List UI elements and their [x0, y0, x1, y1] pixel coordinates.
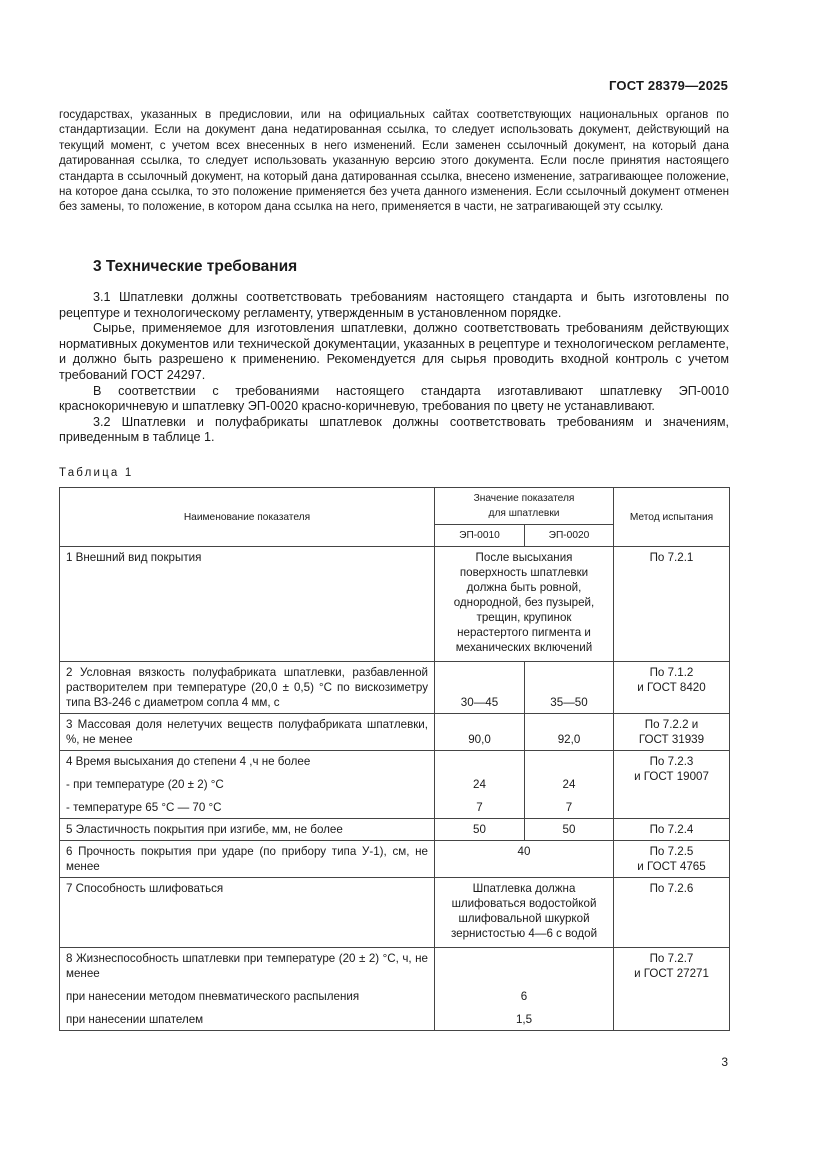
header-value-group: Значение показателя для шпатлевки: [435, 488, 614, 525]
page-number: 3: [721, 1055, 728, 1069]
row-1-method: По 7.2.1: [614, 547, 730, 662]
table-row: [60, 819, 730, 841]
table-row: [60, 841, 730, 878]
paragraph-3-2: 3.2 Шпатлевки и полуфабрикаты шпатлевок должны соответствовать требованиям и значениям, приведенным в таблице 1.: [59, 414, 729, 445]
row-2-ep-0020: 35—50: [525, 662, 614, 714]
row-7-value: Шпатлевка должна шлифоваться водостойкой шлифовальной шкуркой зернистостью 4—6 с водой: [435, 878, 614, 948]
row-8-value: 6 1,5: [435, 948, 614, 1031]
row-3-ep-0010: 90,0: [435, 714, 525, 751]
header-name: Наименование показателя: [60, 488, 435, 547]
section-body: [59, 290, 729, 446]
row-7-name: 7 Способность шлифоваться: [60, 878, 435, 948]
row-4-ep-0020: 24 7: [525, 751, 614, 819]
row-6-method: По 7.2.5 и ГОСТ 4765: [614, 841, 730, 878]
row-3-name: 3 Массовая доля нелетучих веществ полуфабриката шпатлевки, %, не менее: [60, 714, 435, 751]
table-row: [60, 662, 730, 714]
row-7-method: По 7.2.6: [614, 878, 730, 948]
row-5-name: 5 Эластичность покрытия при изгибе, мм, не более: [60, 819, 435, 841]
intro-text: [59, 107, 729, 215]
row-4-name: 4 Время высыхания до степени 4 ,ч не более - при температуре (20 ± 2) °С - температуре 65 °С — 70 °С: [60, 751, 435, 819]
document-code: ГОСТ 28379—2025: [609, 78, 728, 93]
paragraph-3-1: 3.1 Шпатлевки должны соответствовать требованиям настоящего стандарта и быть изготовлены по рецептуре и технологическому регламенту, утвержденным в установленном порядке.: [59, 290, 729, 320]
row-2-name: 2 Условная вязкость полуфабриката шпатлевки, разбавленной растворителем при температуре (20,0 ± 0,5) °С по вискозиметру типа ВЗ-246 с диаметром сопла 4 мм, с: [60, 662, 435, 714]
intro-paragraph: государствах, указанных в предисловии, или на официальных сайтах соответствующих национальных органов по стандартизации. Если на документ дана недатированная ссылка, то следует использовать документ, действующий на текущий момент, с учетом всех внесенных в него изменений. Если заменен ссылочный документ, на который дана датированная ссылка, то следует использовать указанную версию этого документа. Если после принятия настоящего стандарта в ссылочный документ, на который дана датированная ссылка, внесено изменение, затрагивающее положение, на которое дана ссылка, то это положение применяется без учета данного изменения. Если ссылочный документ отменен без замены, то положение, в котором дана ссылка на него, применяется в части, не затрагивающей эту ссылку.: [59, 108, 729, 214]
table-caption: Таблица 1: [59, 467, 134, 479]
row-8-name: 8 Жизнеспособность шпатлевки при температуре (20 ± 2) °С, ч, не менее при нанесении методом пневматического распыления при нанесении шпателем: [60, 948, 435, 1031]
section-title: 3 Технические требования: [93, 258, 298, 275]
table-row: [60, 751, 730, 819]
row-1-value: После высыхания поверхность шпатлевки должна быть ровной, однородной, без пузырей, трещин, крупинок нерастертого пигмента и механических включений: [435, 547, 614, 662]
table-row: [60, 948, 730, 1031]
table-header-row: [60, 488, 730, 525]
row-1-name: 1 Внешний вид покрытия: [60, 547, 435, 662]
row-5-method: По 7.2.4: [614, 819, 730, 841]
row-8-method: По 7.2.7 и ГОСТ 27271: [614, 948, 730, 1031]
row-5-ep-0010: 50: [435, 819, 525, 841]
row-3-method: По 7.2.2 и ГОСТ 31939: [614, 714, 730, 751]
row-6-name: 6 Прочность покрытия при ударе (по прибору типа У-1), см, не менее: [60, 841, 435, 878]
paragraph-raw-materials: Сырье, применяемое для изготовления шпатлевки, должно соответствовать требованиям действующих нормативных документов или технической документации, указанных в рецептуре и технологическом регламенте, и должно быть разрешено к применению. Рекомендуется для сырья проводить входной контроль с учетом требований ГОСТ 24297.: [59, 321, 729, 382]
row-5-ep-0020: 50: [525, 819, 614, 841]
header-ep-0020: ЭП-0020: [525, 525, 614, 547]
row-2-ep-0010: 30—45: [435, 662, 525, 714]
paragraph-colors: В соответствии с требованиями настоящего стандарта изготавливают шпатлевку ЭП-0010 краснокоричневую и шпатлевку ЭП-0020 красно-коричневую, требования по цвету не устанавливают.: [59, 383, 729, 414]
row-2-method: По 7.1.2 и ГОСТ 8420: [614, 662, 730, 714]
row-4-method: По 7.2.3 и ГОСТ 19007: [614, 751, 730, 819]
header-method: Метод испытания: [614, 488, 730, 547]
row-6-value: 40: [435, 841, 614, 878]
requirements-table: [59, 487, 730, 1031]
table-row: [60, 714, 730, 751]
row-3-ep-0020: 92,0: [525, 714, 614, 751]
table-row: [60, 878, 730, 948]
table-row: [60, 547, 730, 662]
header-ep-0010: ЭП-0010: [435, 525, 525, 547]
row-4-ep-0010: 24 7: [435, 751, 525, 819]
